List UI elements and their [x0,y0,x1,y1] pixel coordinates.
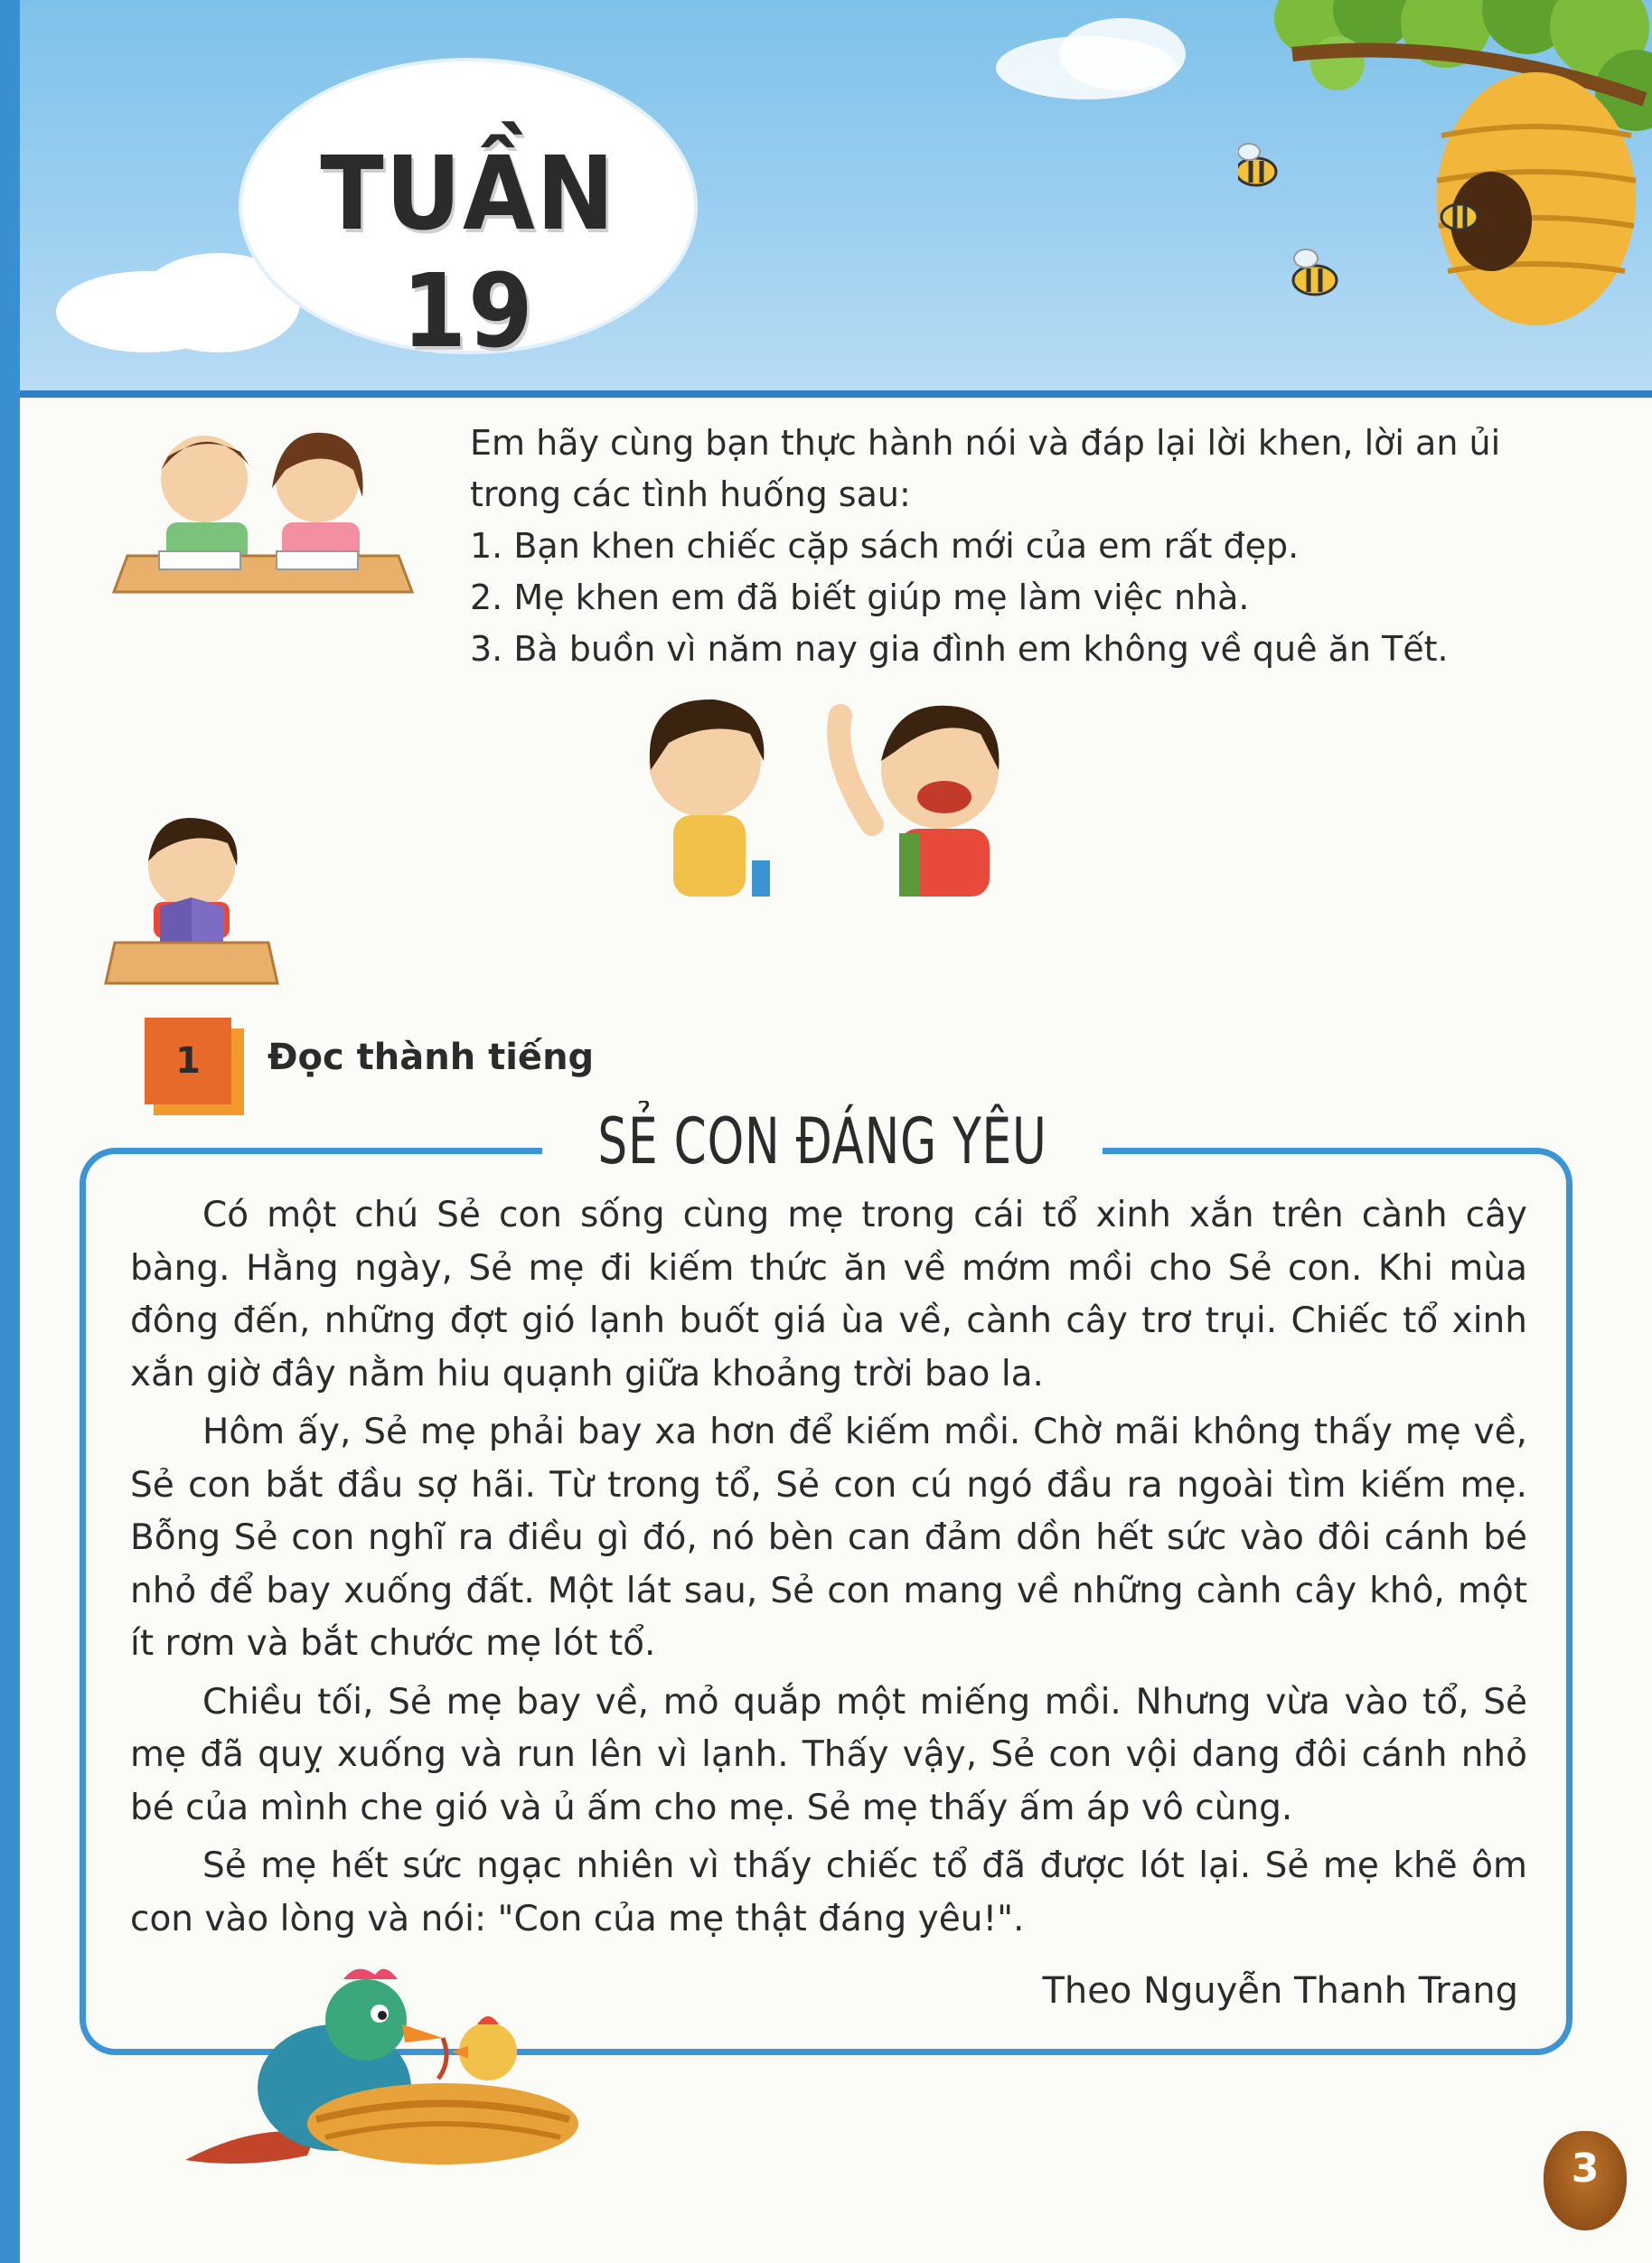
story-title: SẺ CON ĐÁNG YÊU [597,1104,1047,1178]
story-body [130,1189,1527,1951]
kids-reading-illustration [105,416,421,596]
story-paragraph: Sẻ mẹ hết sức ngạc nhiên vì thấy chiếc tổ đã được lót lại. Sẻ mẹ khẽ ôm con vào lòng và nói: "Con của mẹ thật đáng yêu!". [130,1845,1527,1939]
section-number: 1 [145,1018,231,1104]
beehive-illustration [1238,0,1652,362]
intro-item: 3. Bà buồn vì năm nay gia đình em không về quê ăn Tết. [470,629,1449,669]
week-title: TUẦN 19 [320,136,616,371]
intro-item: 2. Mẹ khen em đã biết giúp mẹ làm việc nhà. [470,577,1250,617]
girl-boy-illustration [633,689,1048,897]
story-paragraph: Chiều tối, Sẻ mẹ bay về, mỏ quắp một miếng mồi. Nhưng vừa vào tổ, Sẻ mẹ đã quỵ xuống và run lên vì lạnh. Thấy vậy, Sẻ con vội dang đôi cánh nhỏ bé của mình che gió và ủ ấm cho mẹ. Sẻ mẹ thấy ấm áp vô cùng. [130,1681,1527,1828]
page-number: 3 [1571,2146,1600,2192]
story-author: Theo Nguyễn Thanh Trang [1042,1970,1518,2012]
page-edge-strip [0,0,20,2263]
beehive [1437,72,1636,325]
story-paragraph: Hôm ấy, Sẻ mẹ phải bay xa hơn để kiếm mồi. Chờ mãi không thấy mẹ về, Sẻ con bắt đầu sợ hãi. Từ trong tổ, Sẻ con cú ngó đầu ra ngoài tìm kiếm mẹ. Bỗng Sẻ con nghĩ ra điều gì đó, nó bèn can đảm dồn hết sức vào đôi cánh bé nhỏ để bay xuống đất. Một lát sau, Sẻ con mang về những cành cây khô, một ít rơm và bắt chước mẹ lót tổ. [130,1412,1527,1664]
bee-icon [1293,249,1337,295]
boy-reading-illustration [101,812,282,992]
intro-item: 1. Bạn khen chiếc cặp sách mới của em rất đẹp. [470,526,1300,566]
story-paragraph: Có một chú Sẻ con sống cùng mẹ trong cái tổ xinh xắn trên cành cây bàng. Hằng ngày, Sẻ mẹ đi kiếm thức ăn về mớm mồi cho Sẻ con. Khi mùa đông đến, những đợt gió lạnh buốt giá ùa về, cành cây trơ trụi. Chiếc tổ xinh xắn giờ đây nằm hiu quạnh giữa khoảng trời bao la. [130,1195,1527,1394]
bee-icon [1441,204,1478,230]
section-title: Đọc thành tiếng [268,1037,595,1078]
intro-instruction: Em hãy cùng bạn thực hành nói và đáp lại lời khen, lời an ủi trong các tình huống sau: [470,423,1501,514]
bee-icon [1238,144,1276,185]
cloud [1059,18,1186,90]
intro-instructions [470,418,1591,675]
birds-nest-illustration [181,1952,596,2178]
